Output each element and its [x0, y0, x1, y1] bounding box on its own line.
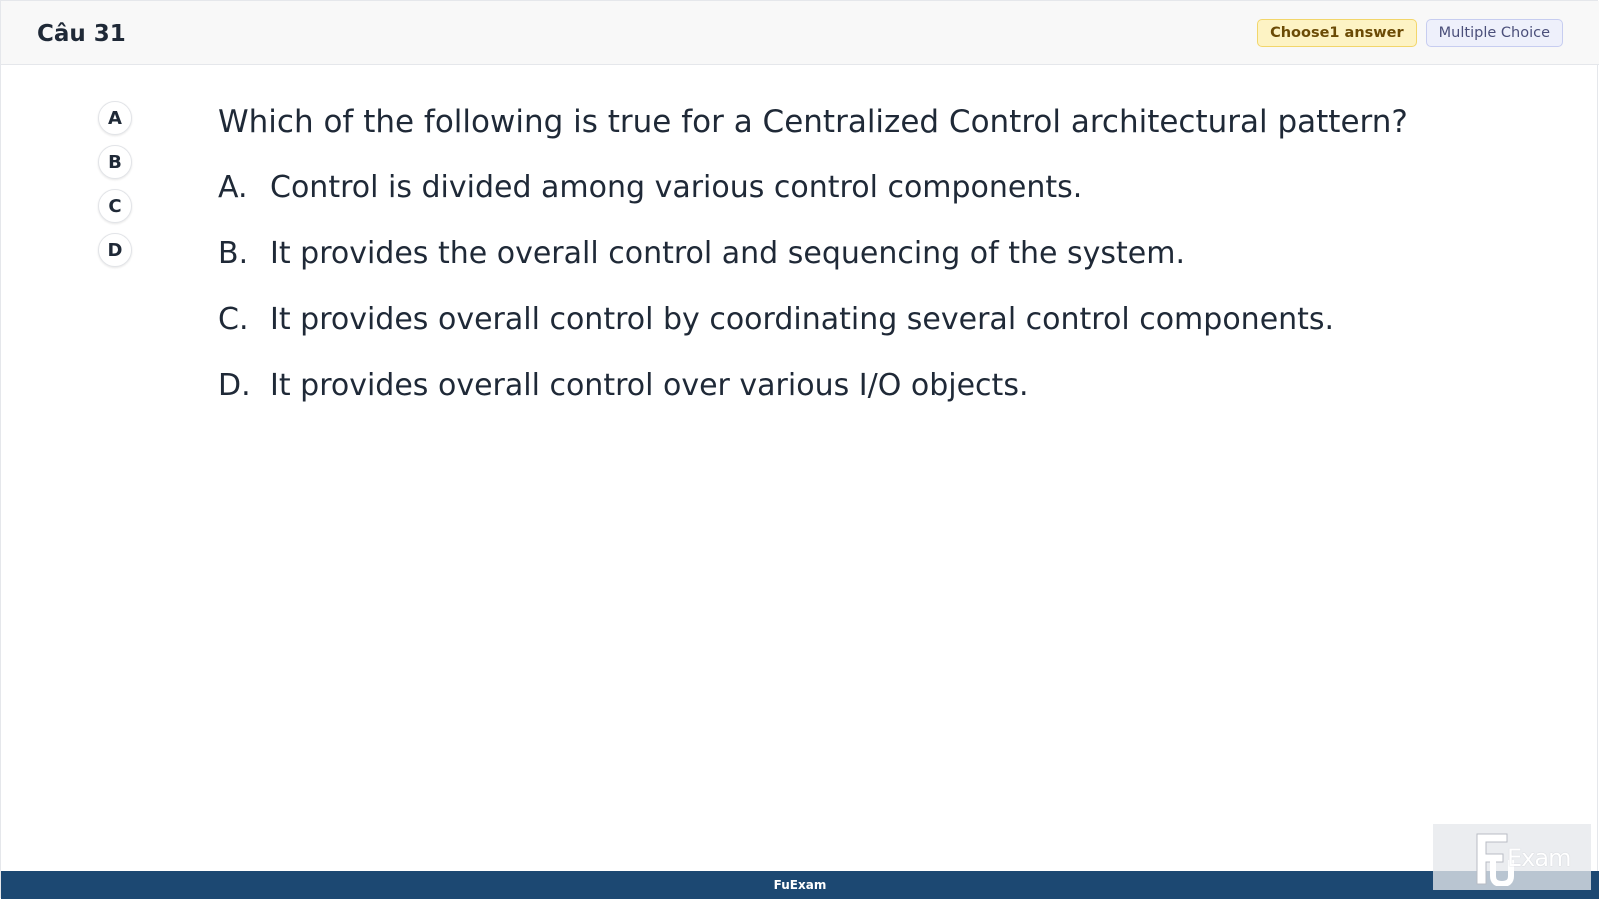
question-type-badge: Multiple Choice: [1426, 19, 1563, 47]
answer-button-a[interactable]: A: [98, 101, 132, 135]
question-number: Câu 31: [37, 21, 126, 47]
answer-selector: [98, 101, 134, 277]
footer-brand: FuExam: [773, 878, 827, 892]
option-letter: D.: [218, 368, 251, 403]
option-d: [218, 365, 1558, 407]
question-header: [1, 1, 1599, 65]
footer-bar: [1, 871, 1599, 899]
answer-count-badge: Choose1 answer: [1257, 19, 1417, 47]
option-letter: A.: [218, 170, 248, 205]
question-badges: [1257, 19, 1563, 47]
answer-button-d[interactable]: D: [98, 233, 132, 267]
answer-button-b[interactable]: B: [98, 145, 132, 179]
option-c: [218, 299, 1558, 341]
watermark-logo: [1433, 824, 1591, 890]
question-content: [218, 101, 1558, 431]
question-text: Which of the following is true for a Centralized Control architectural pattern?: [218, 104, 1408, 140]
option-text: It provides overall control by coordinating several control components.: [270, 302, 1335, 337]
option-text: Control is divided among various control components.: [270, 170, 1083, 205]
option-letter: B.: [218, 236, 249, 271]
answer-button-c[interactable]: C: [98, 189, 132, 223]
option-text: It provides the overall control and sequencing of the system.: [270, 236, 1185, 271]
option-a: [218, 167, 1558, 209]
option-text: It provides overall control over various I/O objects.: [270, 368, 1029, 403]
watermark-text: Exam: [1507, 844, 1571, 872]
option-b: [218, 233, 1558, 275]
option-letter: C.: [218, 302, 249, 337]
